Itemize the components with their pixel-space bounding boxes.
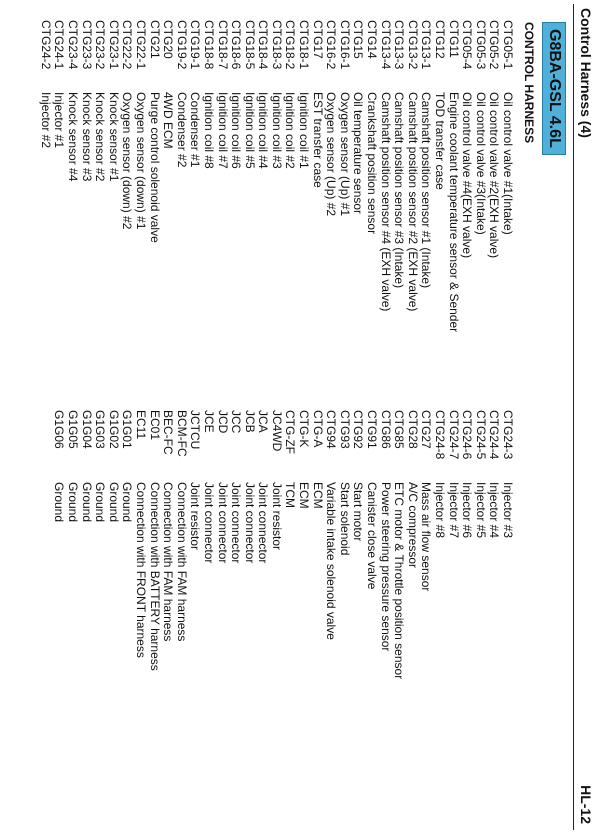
connector-description: Crankshaft position sensor (365, 92, 380, 235)
connector-row (215, 410, 229, 679)
connector-row (432, 410, 446, 679)
connector-description: Oxygen sensor (Up) #2 (324, 92, 339, 217)
connector-code: CTG11 (446, 20, 461, 58)
connector-row (405, 20, 419, 332)
connector-description: Start solenoid (337, 482, 352, 556)
connector-code: CTG24-5 (473, 410, 488, 460)
connector-code: CTG22-2 (120, 20, 135, 70)
connector-description: Joint resistor (269, 482, 284, 551)
connector-description: ECM (297, 482, 312, 509)
connector-description: Ignition coil #2 (283, 92, 298, 169)
connector-row (147, 410, 161, 679)
connector-description: Joint connector (215, 482, 230, 564)
connector-code: JCB (242, 410, 257, 433)
connector-description: Condenser #1 (188, 92, 203, 168)
connector-row (337, 410, 351, 679)
connector-code: CTG13-4 (378, 20, 393, 70)
connector-code: JCC (229, 410, 244, 434)
connector-row (310, 20, 324, 332)
connector-row (487, 410, 501, 679)
connector-description: Injector #7 (446, 482, 461, 539)
connector-code: CTG19-2 (174, 20, 189, 70)
connector-row (174, 410, 188, 679)
connector-row (432, 20, 446, 332)
connector-row (446, 20, 460, 332)
connector-row (364, 410, 378, 679)
connector-code: CTG22-1 (133, 20, 148, 70)
connector-row (351, 20, 365, 332)
connector-row (297, 20, 311, 332)
connector-description: Camshaft position sensor #3 (Intake) (392, 92, 407, 289)
connector-row (446, 410, 460, 679)
connector-row (500, 410, 514, 679)
connector-code: CTG24-4 (487, 410, 502, 460)
connector-row (283, 20, 297, 332)
connector-row (201, 20, 215, 332)
connector-description: Mass air flow sensor (419, 482, 434, 592)
engine-badge: G8BA-GSL 4.6L (542, 22, 566, 155)
connector-code: CTG19-1 (188, 20, 203, 70)
connector-row (106, 410, 120, 679)
connector-code: G1G01 (120, 410, 135, 449)
connector-code: CTG85 (392, 410, 407, 449)
connector-code: JCD (215, 410, 230, 434)
connector-row (65, 20, 79, 332)
connector-description: Oil control valve #1(Intake) (501, 92, 515, 235)
connector-description: Injector #3 (501, 482, 515, 539)
connector-row (79, 20, 93, 332)
connector-row (65, 410, 79, 679)
connector-row (283, 410, 297, 679)
connector-description: Injector #6 (460, 482, 475, 539)
connector-description: Oxygen sensor (down) #2 (120, 92, 135, 230)
connector-code: CTG23-1 (106, 20, 121, 70)
connector-row (174, 20, 188, 332)
connector-description: ETC motor & Throttle position sensor (392, 482, 407, 680)
connector-description: Injector #4 (487, 482, 502, 539)
connector-row (120, 410, 134, 679)
connector-code: CTG21 (147, 20, 162, 59)
connector-code: EC11 (133, 410, 148, 440)
connector-row (188, 410, 202, 679)
connector-row (460, 20, 474, 332)
connector-row (460, 410, 474, 679)
connector-code: CTG18-6 (229, 20, 244, 70)
page-number: HL-12 (578, 785, 594, 824)
connector-code: CTG05-4 (460, 20, 475, 70)
connector-row (324, 410, 338, 679)
connector-row (229, 410, 243, 679)
connector-row (392, 20, 406, 332)
connector-code: CTG24-1 (52, 20, 67, 70)
connector-description: TCM (283, 482, 298, 508)
connector-code: G1G06 (52, 410, 67, 449)
connector-description: Injector #5 (473, 482, 488, 539)
connector-description: Connection with FAM harness (174, 482, 189, 642)
connector-code: JCTCU (188, 410, 203, 450)
connector-description: Camshaft position sensor #1 (Intake) (419, 92, 434, 289)
connector-row (120, 20, 134, 332)
connector-row (419, 20, 433, 332)
connector-description: Ground (106, 482, 121, 523)
connector-row (93, 20, 107, 332)
connector-description: Knock sensor #2 (93, 92, 108, 182)
connector-description: Ignition coil #3 (269, 92, 284, 169)
connector-code: CTG24-8 (433, 410, 448, 460)
connector-row (52, 20, 66, 332)
connector-code: CTG18-3 (269, 20, 284, 70)
connector-code: BCM-FC (174, 410, 189, 457)
connector-description: 4WD ECM (161, 92, 176, 149)
connector-description: Purge control solenoid valve (147, 92, 162, 243)
connector-description: A/C compressor (405, 482, 420, 569)
connector-description: TOD transfer case (433, 92, 448, 190)
connector-code: CTG92 (351, 410, 366, 449)
connector-code: G1G02 (106, 410, 121, 449)
connector-description: Joint connector (256, 482, 271, 564)
connector-description: Injector #8 (433, 482, 448, 539)
connector-description: Ignition coil #1 (297, 92, 312, 169)
connector-description: Oil control valve #3(Intake) (473, 92, 488, 235)
connector-row (201, 410, 215, 679)
connector-description: Oil control valve #2(EXH valve) (487, 92, 502, 259)
connector-code: CTG13-1 (419, 20, 434, 70)
connector-description: Ground (66, 482, 80, 523)
connector-code: EC01 (147, 410, 162, 441)
connector-code: CTG24-2 (38, 20, 53, 70)
connector-description: Ground (52, 482, 67, 523)
connector-code: CTG86 (378, 410, 393, 449)
section-title: CONTROL HARNESS (522, 22, 536, 144)
connector-description: Knock sensor #3 (79, 92, 94, 182)
connector-description: Condenser #2 (174, 92, 189, 168)
connector-description: Oil temperature sensor (351, 92, 366, 215)
connector-description: Canister close valve (365, 482, 380, 590)
connector-row (269, 20, 283, 332)
connector-row (324, 20, 338, 332)
connector-row (215, 20, 229, 332)
connector-code: CTG23-2 (93, 20, 108, 70)
connector-code: CTG13-3 (392, 20, 407, 70)
connector-code: CTG05-1 (501, 20, 515, 70)
connector-row (378, 410, 392, 679)
connector-row (405, 410, 419, 679)
connector-row (38, 20, 52, 332)
connector-code: CTG14 (365, 20, 380, 59)
connector-code: CTG18-8 (201, 20, 216, 70)
connector-description: Injector #1 (52, 92, 67, 149)
connector-description: Camshaft position sensor #4 (EXH valve) (378, 92, 393, 312)
connector-code: G1G03 (93, 410, 108, 449)
connector-code: CTG12 (433, 20, 448, 59)
connector-row (256, 20, 270, 332)
connector-row (351, 410, 365, 679)
connector-code: CTG28 (405, 410, 420, 449)
connector-code: CTG17 (310, 20, 325, 59)
connector-code: CTG20 (161, 20, 176, 59)
connector-row (337, 20, 351, 332)
connector-row (52, 410, 66, 679)
connector-code: JCA (256, 410, 271, 433)
connector-code: CTG05-2 (487, 20, 502, 70)
connector-row (106, 20, 120, 332)
connector-code: CTG24-3 (501, 410, 515, 460)
connector-description: Ignition coil #4 (256, 92, 271, 169)
connector-description: Joint resistor (188, 482, 203, 551)
connector-list-left (38, 20, 514, 332)
connector-row (188, 20, 202, 332)
connector-row (269, 410, 283, 679)
connector-description: Connection with FAM harness (161, 482, 176, 642)
connector-row (133, 410, 147, 679)
connector-code: CTG-K (297, 410, 312, 448)
connector-code: CTG18-1 (297, 20, 312, 70)
connector-row (487, 20, 501, 332)
connector-code: JC4WD (269, 410, 284, 452)
connector-code: CTG-ZF (283, 410, 298, 454)
connector-code: CTG27 (419, 410, 434, 449)
connector-code: CTG93 (337, 410, 352, 449)
connector-row (297, 410, 311, 679)
connector-row (392, 410, 406, 679)
connector-code: CTG24-6 (460, 410, 475, 460)
connector-code: CTG91 (365, 410, 380, 449)
connector-code: BEC-FC (161, 410, 176, 455)
connector-code: CTG94 (324, 410, 339, 449)
connector-row (419, 410, 433, 679)
connector-description: Knock sensor #4 (66, 92, 80, 182)
connector-row (229, 20, 243, 332)
connector-code: G1G05 (66, 410, 80, 449)
connector-row (364, 20, 378, 332)
connector-code: CTG23-4 (66, 20, 80, 70)
connector-description: Ground (120, 482, 135, 523)
page-title: Control Harness (4) (578, 8, 594, 138)
connector-description: Joint connector (229, 482, 244, 564)
connector-description: Connection with FRONT harness (133, 482, 148, 658)
connector-description: Joint connector (201, 482, 216, 564)
connector-description: Ignition coil #6 (229, 92, 244, 169)
connector-description: Ground (93, 482, 108, 523)
connector-description: Oil control valve #4(EXH valve) (460, 92, 475, 259)
connector-description: Camshaft position sensor #2 (EXH valve) (405, 92, 420, 312)
connector-list-right (52, 410, 514, 679)
connector-description: Knock sensor #1 (106, 92, 121, 182)
connector-row (133, 20, 147, 332)
connector-row (500, 20, 514, 332)
connector-description: Ignition coil #5 (242, 92, 257, 169)
connector-row (161, 410, 175, 679)
connector-code: G1G04 (79, 410, 94, 449)
connector-description: Ignition coil #7 (215, 92, 230, 169)
connector-code: JCE (201, 410, 216, 433)
connector-row (473, 20, 487, 332)
connector-row (79, 410, 93, 679)
connector-description: Ignition coil #8 (201, 92, 216, 169)
connector-code: CTG18-2 (283, 20, 298, 70)
connector-description: Ground (79, 482, 94, 523)
connector-description: Oxygen sensor (Up) #1 (337, 92, 352, 217)
connector-description: Engine coolant temperature sensor & Sender (446, 92, 461, 333)
connector-row (93, 410, 107, 679)
connector-code: CTG18-5 (242, 20, 257, 70)
connector-description: Oxygen sensor (down) #1 (133, 92, 148, 230)
connector-row (242, 20, 256, 332)
connector-code: CTG24-7 (446, 410, 461, 460)
connector-row (378, 20, 392, 332)
connector-code: CTG16-1 (337, 20, 352, 70)
connector-code: CTG15 (351, 20, 366, 59)
connector-description: Start motor (351, 482, 366, 542)
connector-row (473, 410, 487, 679)
connector-row (242, 410, 256, 679)
connector-row (256, 410, 270, 679)
connector-description: Joint connector (242, 482, 257, 564)
connector-description: Injector #2 (38, 92, 53, 149)
connector-code: CTG05-3 (473, 20, 488, 70)
connector-description: Power steering pressure sensor (378, 482, 393, 652)
connector-code: CTG16-2 (324, 20, 339, 70)
connector-code: CTG23-3 (79, 20, 94, 70)
connector-description: Connection with BATTERY harness (147, 482, 162, 671)
connector-code: CTG13-2 (405, 20, 420, 70)
connector-row (310, 410, 324, 679)
connector-code: CTG18-4 (256, 20, 271, 70)
connector-description: ECM (310, 482, 325, 509)
connector-description: Variable intake solenoid valve (324, 482, 339, 640)
header-divider (573, 4, 574, 830)
connector-code: CTG18-7 (215, 20, 230, 70)
connector-row (147, 20, 161, 332)
connector-code: CTG-A (310, 410, 325, 448)
connector-row (161, 20, 175, 332)
connector-description: EST transfer case (310, 92, 325, 188)
